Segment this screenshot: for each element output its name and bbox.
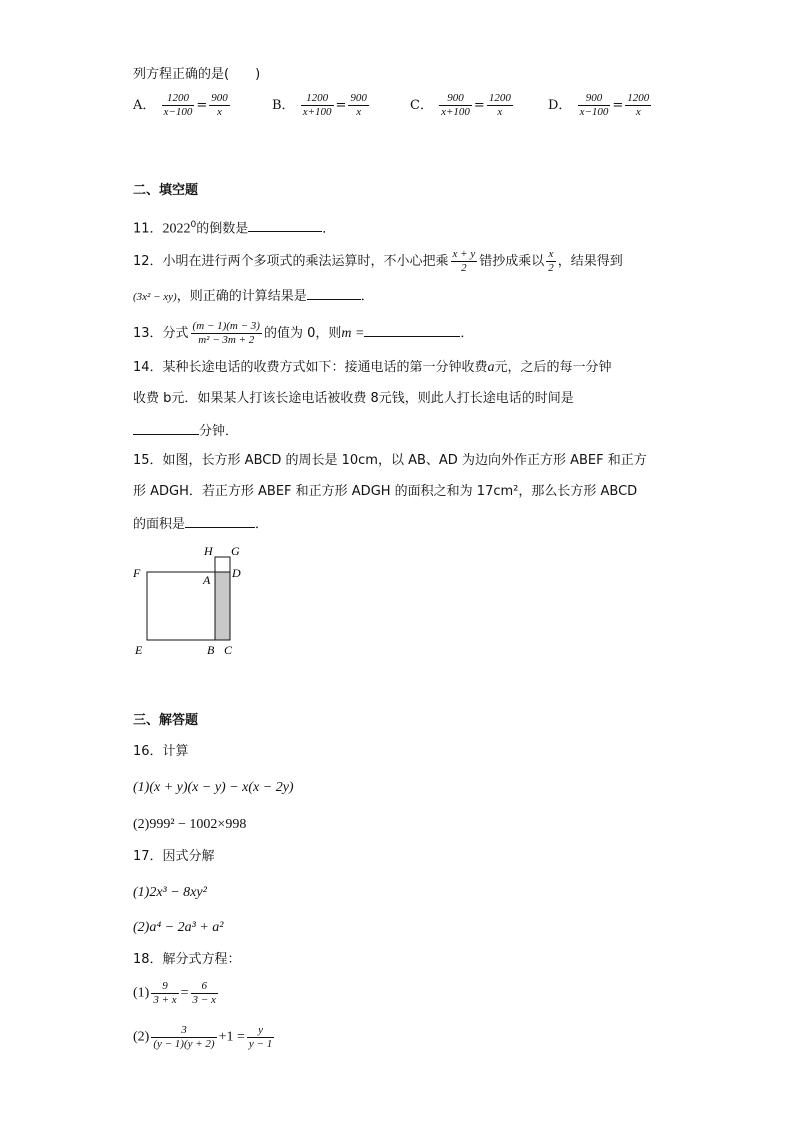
question-18-part1: (1) $\frac{9}{3 + x}$ = $\frac{6}{3 - x}$ (133, 980, 216, 1006)
q10-stem: 列方程正确的是( ) (133, 67, 261, 82)
section-title-solutions: 三、解答题 (133, 713, 199, 728)
fraction-numerator: 900 (211, 92, 228, 104)
variable: m = (341, 326, 365, 341)
fraction-numerator: 1200 (301, 92, 334, 106)
question-text: 元，之后的每一分钟 (494, 360, 612, 375)
fraction-numerator: 900 (578, 92, 611, 106)
question-text: 13．分式 (133, 326, 189, 341)
period: ． (255, 517, 269, 532)
label-h: H (204, 544, 213, 558)
question-18-part2 (133, 1024, 276, 1051)
answer-blank[interactable] (185, 514, 255, 528)
label-e: E (135, 643, 143, 657)
option-label: B． (272, 98, 295, 113)
fraction-denominator: 2 (461, 262, 467, 274)
fraction-numerator: 6 (191, 980, 218, 994)
fraction-denominator: x−100 (579, 106, 609, 118)
q10-option-b[interactable]: B． $\frac{1200}{x+100}$ = $\frac{900}{x}$ (272, 92, 367, 118)
question-text: 14．某种长途电话的收费方式如下：接通电话的第一分钟收费 (133, 360, 488, 375)
fraction-numerator: (m − 1)(m − 3) (192, 320, 260, 332)
section-title-fill-in: 二、填空题 (133, 183, 199, 198)
label-g: G (231, 544, 240, 558)
question-text: 的倒数是 (196, 221, 249, 237)
fraction-denominator: m² − 3m + 2 (198, 334, 255, 346)
question-number: 11． (133, 221, 163, 237)
label-a: A (203, 573, 211, 587)
label-d: D (232, 566, 241, 580)
fraction-denominator: x (217, 106, 222, 118)
fraction-numerator: y (247, 1024, 274, 1038)
fraction-numerator: x + y (452, 248, 476, 260)
question-17-part2: (2)a⁴ − 2a³ + a² (133, 920, 224, 935)
math-operator: +1 = (218, 1029, 245, 1045)
label-f: F (133, 566, 141, 580)
option-label: D． (548, 98, 572, 113)
fraction-denominator: x−100 (163, 106, 193, 118)
fraction-numerator: 9 (151, 980, 178, 994)
question-16-title: 16．计算 (133, 744, 189, 759)
fraction-denominator: x (356, 106, 362, 118)
question-16-part2: (2)999² − 1002×998 (133, 817, 247, 832)
fraction-denominator: 3 + x (153, 994, 177, 1006)
variable: a (487, 360, 495, 375)
question-text: 错抄成乘以 (479, 254, 545, 269)
q10-option-a[interactable]: A． $\frac{1200}{x-100}$ = $\frac{900}{x}$ (133, 92, 228, 118)
fraction-numerator: 3 (151, 1024, 216, 1038)
question-text: 的值为 0，则 (263, 326, 342, 341)
exponent: 0 (190, 220, 197, 230)
fraction-numerator: x (546, 248, 556, 262)
math-expression: (3x² − xy) (133, 291, 177, 303)
question-17-part1: (1)2x³ − 8xy² (133, 885, 207, 900)
fraction-denominator: y − 1 (248, 1038, 273, 1050)
fraction-numerator: 1200 (162, 92, 195, 106)
question-12-line2 (133, 286, 374, 306)
answer-blank[interactable] (133, 421, 199, 435)
answer-blank[interactable] (248, 218, 322, 232)
fraction-denominator: x+100 (441, 106, 470, 118)
period: ． (360, 289, 374, 304)
question-text: ，结果得到 (557, 254, 623, 269)
question-15: 15．如图，长方形 ABCD 的周长是 10cm，以 AB、AD 为边向外作正方形 ABEF 和正方 (133, 453, 647, 468)
fraction-numerator: 900 (439, 92, 472, 106)
fraction-denominator: 3 − x (192, 994, 216, 1006)
question-text: ，则正确的计算结果是 (176, 289, 307, 304)
fraction-denominator: x (497, 106, 503, 118)
fraction-numerator: 900 (350, 92, 367, 104)
square-adgh (215, 557, 230, 572)
question-14-line3 (133, 421, 238, 441)
answer-blank[interactable] (307, 286, 361, 300)
question-16-part1: (1)(x + y)(x − y) − x(x − 2y) (133, 780, 294, 795)
question-13 (133, 320, 473, 347)
period: ． (322, 221, 336, 237)
question-14 (133, 359, 612, 377)
question-15-line2: 形 ADGH．若正方形 ABEF 和正方形 ADGH 的面积之和为 17cm²，那么长方形 ABCD (133, 484, 638, 499)
option-label: C． (410, 98, 433, 113)
q10-option-d[interactable]: D． $\frac{900}{x-100}$ = $\frac{1200}{x}$ (548, 92, 650, 118)
fraction-numerator: 1200 (627, 92, 650, 104)
base-number: 2022 (162, 221, 191, 237)
rectangle-squares-figure (130, 540, 260, 662)
fraction-denominator: 2 (548, 262, 554, 274)
question-text: 的面积是 (133, 517, 186, 532)
question-18-title: 18．解分式方程： (133, 952, 241, 967)
question-11 (133, 216, 335, 238)
label-c: C (224, 643, 233, 657)
question-12 (133, 248, 623, 275)
fraction-denominator: (y − 1)(y + 2) (153, 1038, 215, 1050)
question-text: 分钟． (199, 424, 239, 439)
part-label: (1) (133, 985, 150, 1001)
question-15-line3 (133, 514, 268, 534)
part-label: (2) (133, 1029, 150, 1045)
period: ． (460, 326, 474, 341)
q10-option-c[interactable]: C． $\frac{900}{x+100}$ = $\frac{1200}{x}$ (410, 92, 511, 118)
answer-blank[interactable] (364, 323, 460, 337)
rectangle-abcd (215, 572, 230, 640)
option-label: A． (133, 98, 156, 113)
question-text: 12．小明在进行两个多项式的乘法运算时，不小心把乘 (133, 254, 449, 269)
label-b: B (207, 643, 215, 657)
fraction-numerator: 1200 (488, 92, 511, 104)
fraction-denominator: x+100 (302, 106, 332, 118)
question-14-line2: 收费 b元．如果某人打该长途电话被收费 8元钱，则此人打长途电话的时间是 (133, 391, 574, 406)
fraction-denominator: x (635, 106, 641, 118)
question-17-title: 17．因式分解 (133, 849, 215, 864)
